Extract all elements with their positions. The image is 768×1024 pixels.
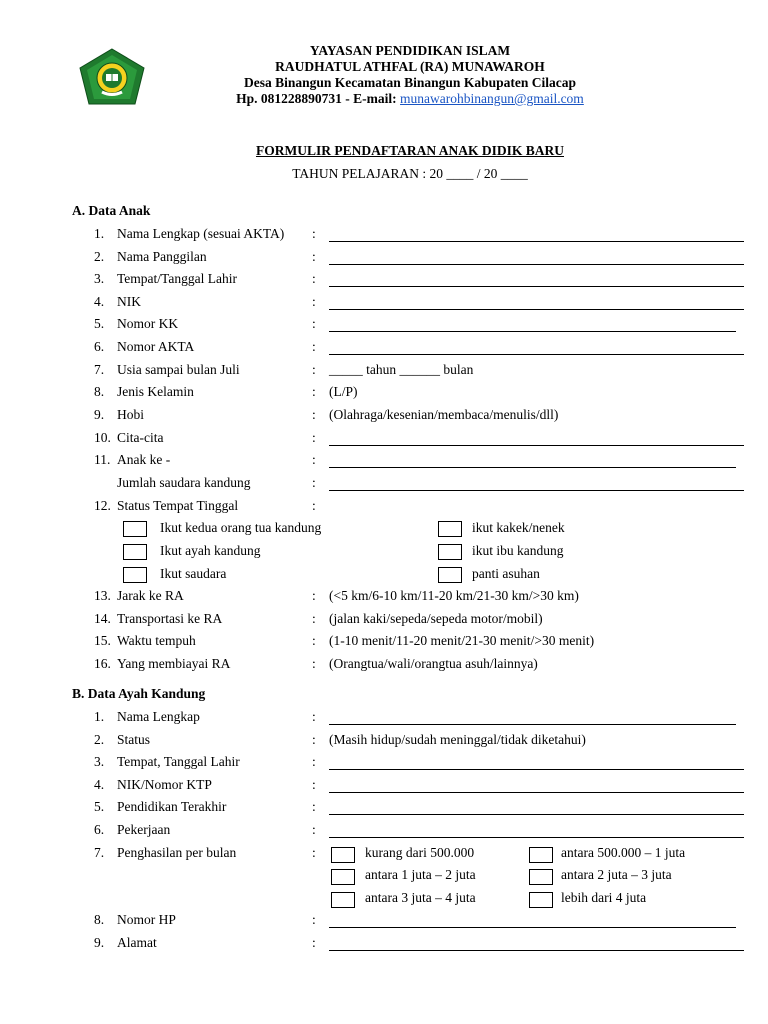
residence-checkbox[interactable] [123, 544, 147, 560]
item-label: Jumlah saudara kandung [117, 475, 251, 490]
residence-option-label: panti asuhan [472, 566, 540, 581]
item-label: Transportasi ke RA [117, 611, 223, 626]
income-checkbox[interactable] [331, 892, 355, 908]
item-label: Waktu tempuh [117, 633, 196, 648]
item-label: Yang membiayai RA [117, 656, 231, 671]
item-value: (Masih hidup/sudah meninggal/tidak diketahui) [329, 732, 586, 747]
item-number: 7. [94, 845, 105, 860]
item-number: 9. [94, 407, 105, 422]
item-label: Jarak ke RA [117, 588, 184, 603]
item-colon: : [312, 709, 316, 724]
income-option-label: antara 500.000 – 1 juta [561, 845, 686, 860]
item-value: (jalan kaki/sepeda/sepeda motor/mobil) [329, 611, 543, 626]
item-number: 13. [94, 588, 111, 603]
fill-in-line[interactable] [329, 264, 744, 265]
item-value: (<5 km/6-10 km/11-20 km/21-30 km/>30 km) [329, 588, 579, 603]
residence-checkbox[interactable] [438, 544, 462, 560]
section-b-title: B. Data Ayah Kandung [72, 686, 206, 701]
item-label: Nomor KK [117, 316, 179, 331]
school-address: Desa Binangun Kecamatan Binangun Kabupaten Cilacap [244, 75, 576, 90]
item-number: 4. [94, 294, 105, 309]
residence-checkbox[interactable] [123, 521, 147, 537]
item-label: Nama Lengkap [117, 709, 200, 724]
item-colon: : [312, 271, 316, 286]
income-checkbox[interactable] [529, 847, 553, 863]
item-number: 6. [94, 339, 105, 354]
residence-option-label: Ikut kedua orang tua kandung [160, 520, 322, 535]
item-colon: : [312, 339, 316, 354]
item-label: Nama Lengkap (sesuai AKTA) [117, 226, 285, 241]
item-number: 8. [94, 912, 105, 927]
item-label: Nomor HP [117, 912, 176, 927]
residence-option-label: Ikut ayah kandung [160, 543, 261, 558]
item-label: Penghasilan per bulan [117, 845, 237, 860]
residence-checkbox[interactable] [438, 521, 462, 537]
item-colon: : [312, 362, 316, 377]
fill-in-line[interactable] [329, 814, 744, 815]
school-contact: Hp. 081228890731 - E-mail: munawarohbinangun@gmail.com [236, 91, 584, 106]
fill-in-line[interactable] [329, 837, 744, 838]
item-colon: : [312, 294, 316, 309]
residence-option-label: ikut ibu kandung [472, 543, 564, 558]
fill-in-line[interactable] [329, 445, 744, 446]
item-colon: : [312, 475, 316, 490]
email-link[interactable]: munawarohbinangun@gmail.com [400, 91, 584, 106]
income-option-label: antara 1 juta – 2 juta [365, 867, 476, 882]
item-colon: : [312, 588, 316, 603]
item-number: 16. [94, 656, 111, 671]
item-label: Tempat, Tanggal Lahir [117, 754, 240, 769]
form-title: FORMULIR PENDAFTARAN ANAK DIDIK BARU [255, 143, 564, 158]
income-option-label: kurang dari 500.000 [365, 845, 475, 860]
item-colon: : [312, 452, 316, 467]
item-number: 2. [94, 732, 105, 747]
item-label: Nama Panggilan [117, 249, 207, 264]
item-colon: : [312, 777, 316, 792]
income-option-label: lebih dari 4 juta [561, 890, 647, 905]
item-label: Nomor AKTA [117, 339, 195, 354]
item-label: Cita-cita [117, 430, 164, 445]
fill-in-line[interactable] [329, 724, 736, 725]
item-label: NIK [117, 294, 141, 309]
school-name: RAUDHATUL ATHFAL (RA) MUNAWAROH [275, 59, 545, 74]
income-checkbox[interactable] [529, 869, 553, 885]
fill-in-line[interactable] [329, 950, 744, 951]
income-checkbox[interactable] [331, 847, 355, 863]
item-value: (Olahraga/kesenian/membaca/menulis/dll) [329, 407, 559, 422]
item-number: 3. [94, 754, 105, 769]
item-number: 10. [94, 430, 111, 445]
item-colon: : [312, 430, 316, 445]
item-number: 15. [94, 633, 111, 648]
fill-in-line[interactable] [329, 354, 744, 355]
item-value: (Orangtua/wali/orangtua asuh/lainnya) [329, 656, 538, 671]
item-number: 6. [94, 822, 105, 837]
item-label: NIK/Nomor KTP [117, 777, 212, 792]
fill-in-line[interactable] [329, 792, 744, 793]
item-number: 5. [94, 799, 105, 814]
item-value: (L/P) [329, 384, 358, 399]
item-label: Usia sampai bulan Juli [117, 362, 240, 377]
item-colon: : [312, 732, 316, 747]
item-value: _____ tahun ______ bulan [329, 362, 474, 377]
residence-option-label: ikut kakek/nenek [472, 520, 565, 535]
org-name: YAYASAN PENDIDIKAN ISLAM [309, 43, 511, 58]
fill-in-line[interactable] [329, 241, 744, 242]
fill-in-line[interactable] [329, 286, 744, 287]
item-label: Alamat [117, 935, 157, 950]
item-number: 14. [94, 611, 111, 626]
item-colon: : [312, 845, 316, 860]
item-colon: : [312, 498, 316, 513]
item-label: Pekerjaan [117, 822, 171, 837]
item-colon: : [312, 316, 316, 331]
item-colon: : [312, 656, 316, 671]
item-number: 8. [94, 384, 105, 399]
item-label: Status Tempat Tinggal [117, 498, 239, 513]
item-number: 1. [94, 709, 105, 724]
section-a-title: A. Data Anak [72, 203, 151, 218]
item-label: Jenis Kelamin [117, 384, 194, 399]
item-colon: : [312, 912, 316, 927]
item-colon: : [312, 799, 316, 814]
item-label: Hobi [117, 407, 144, 422]
item-colon: : [312, 754, 316, 769]
item-number: 1. [94, 226, 105, 241]
item-label: Anak ke - [117, 452, 171, 467]
item-label: Status [117, 732, 151, 747]
fill-in-line[interactable] [329, 467, 736, 468]
income-option-label: antara 3 juta – 4 juta [365, 890, 476, 905]
fill-in-line[interactable] [329, 927, 736, 928]
item-colon: : [312, 822, 316, 837]
fill-in-line[interactable] [329, 331, 736, 332]
fill-in-line[interactable] [329, 490, 744, 491]
item-colon: : [312, 633, 316, 648]
item-colon: : [312, 226, 316, 241]
item-number: 2. [94, 249, 105, 264]
item-colon: : [312, 611, 316, 626]
item-number: 12. [94, 498, 111, 513]
item-label: Pendidikan Terakhir [117, 799, 227, 814]
item-colon: : [312, 384, 316, 399]
income-option-label: antara 2 juta – 3 juta [561, 867, 672, 882]
item-colon: : [312, 407, 316, 422]
item-number: 9. [94, 935, 105, 950]
item-value: (1-10 menit/11-20 menit/21-30 menit/>30 menit) [329, 633, 595, 648]
residence-checkbox[interactable] [123, 567, 147, 583]
item-label: Tempat/Tanggal Lahir [117, 271, 237, 286]
fill-in-line[interactable] [329, 309, 744, 310]
item-number: 5. [94, 316, 105, 331]
item-number: 11. [94, 452, 111, 467]
income-checkbox[interactable] [331, 869, 355, 885]
fill-in-line[interactable] [329, 769, 744, 770]
item-colon: : [312, 935, 316, 950]
residence-option-label: Ikut saudara [160, 566, 227, 581]
item-colon: : [312, 249, 316, 264]
income-checkbox[interactable] [529, 892, 553, 908]
item-number: 3. [94, 271, 105, 286]
item-number: 7. [94, 362, 105, 377]
residence-checkbox[interactable] [438, 567, 462, 583]
school-year: TAHUN PELAJARAN : 20 ____ / 20 ____ [292, 166, 528, 181]
item-number: 4. [94, 777, 105, 792]
